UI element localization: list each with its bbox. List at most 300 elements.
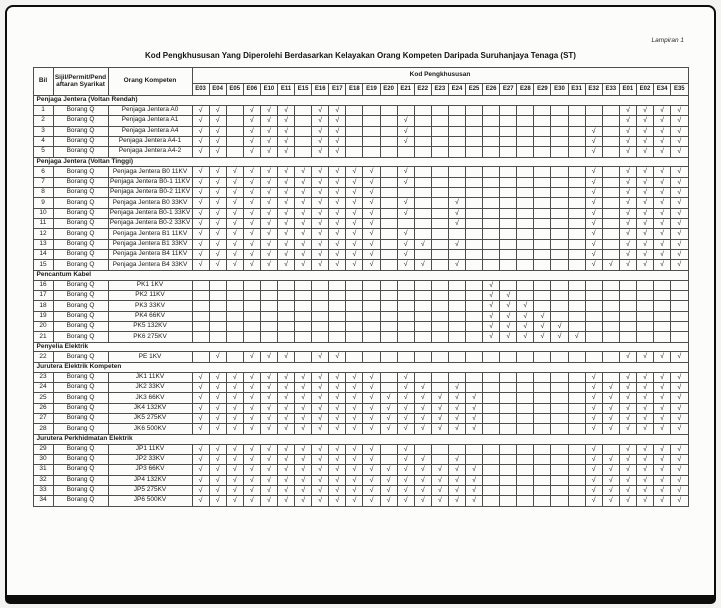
empty-cell-E22 (414, 352, 431, 362)
empty-cell-E28 (517, 424, 534, 434)
empty-cell-E25 (466, 147, 483, 157)
check-cell-E18: √ (346, 496, 363, 506)
check-cell-E03: √ (192, 167, 209, 177)
check-cell-E06: √ (243, 372, 260, 382)
empty-cell-E28 (517, 208, 534, 218)
sijil-cell: Borang Q (53, 147, 108, 157)
empty-cell-E28 (517, 290, 534, 300)
check-cell-E03: √ (192, 188, 209, 198)
empty-cell-E28 (517, 188, 534, 198)
check-cell-E02: √ (636, 250, 653, 260)
check-cell-E04: √ (209, 116, 226, 126)
empty-cell-E02 (636, 332, 653, 342)
check-cell-E02: √ (636, 136, 653, 146)
empty-cell-E30 (551, 167, 568, 177)
empty-cell-E18 (346, 280, 363, 290)
empty-cell-E01 (619, 321, 636, 331)
empty-cell-E02 (636, 321, 653, 331)
check-cell-E35: √ (671, 444, 688, 454)
orang-kompeten-cell: JK5 275KV (108, 414, 192, 424)
check-cell-E24: √ (448, 219, 465, 229)
empty-cell-E29 (534, 198, 551, 208)
empty-cell-E30 (551, 311, 568, 321)
code-header-E05: E05 (226, 83, 243, 95)
check-cell-E17: √ (329, 177, 346, 187)
empty-cell-E30 (551, 116, 568, 126)
bil-cell: 17 (33, 290, 53, 300)
empty-cell-E31 (568, 126, 585, 136)
check-cell-E10: √ (260, 116, 277, 126)
check-cell-E15: √ (295, 239, 312, 249)
check-cell-E35: √ (671, 208, 688, 218)
empty-cell-E23 (431, 332, 448, 342)
empty-cell-E31 (568, 260, 585, 270)
empty-cell-E32 (585, 332, 602, 342)
check-cell-E02: √ (636, 126, 653, 136)
empty-cell-E33 (602, 280, 619, 290)
empty-cell-E33 (602, 372, 619, 382)
table-row (33, 105, 688, 115)
empty-cell-E30 (551, 229, 568, 239)
check-cell-E18: √ (346, 393, 363, 403)
check-cell-E01: √ (619, 382, 636, 392)
bil-cell: 34 (33, 496, 53, 506)
empty-cell-E29 (534, 116, 551, 126)
check-cell-E02: √ (636, 465, 653, 475)
check-cell-E10: √ (260, 177, 277, 187)
check-cell-E16: √ (312, 229, 329, 239)
check-cell-E16: √ (312, 372, 329, 382)
empty-cell-E35 (671, 332, 688, 342)
check-cell-E10: √ (260, 414, 277, 424)
bil-cell: 29 (33, 444, 53, 454)
empty-cell-E05 (226, 105, 243, 115)
empty-cell-E34 (654, 332, 671, 342)
orang-kompeten-cell: PK6 275KV (108, 332, 192, 342)
check-cell-E17: √ (329, 372, 346, 382)
check-cell-E21: √ (397, 454, 414, 464)
check-cell-E17: √ (329, 208, 346, 218)
empty-cell-E33 (602, 332, 619, 342)
check-cell-E32: √ (585, 219, 602, 229)
empty-cell-E31 (568, 475, 585, 485)
orang-kompeten-cell: Penjaga Jentera B0-1 11KV (108, 177, 192, 187)
empty-cell-E05 (226, 290, 243, 300)
empty-cell-E29 (534, 280, 551, 290)
check-cell-E19: √ (363, 414, 380, 424)
check-cell-E06: √ (243, 229, 260, 239)
table-row (33, 444, 688, 454)
check-cell-E34: √ (654, 475, 671, 485)
check-cell-E29: √ (534, 321, 551, 331)
empty-cell-E18 (346, 105, 363, 115)
check-cell-E11: √ (277, 188, 294, 198)
table-row (33, 403, 688, 413)
empty-cell-E27 (500, 219, 517, 229)
empty-cell-E11 (277, 321, 294, 331)
empty-cell-E27 (500, 414, 517, 424)
check-cell-E35: √ (671, 424, 688, 434)
sijil-cell: Borang Q (53, 485, 108, 495)
check-cell-E05: √ (226, 424, 243, 434)
check-cell-E21: √ (397, 239, 414, 249)
empty-cell-E20 (380, 105, 397, 115)
empty-cell-E16 (312, 311, 329, 321)
check-cell-E03: √ (192, 496, 209, 506)
check-cell-E17: √ (329, 465, 346, 475)
check-cell-E04: √ (209, 393, 226, 403)
check-cell-E34: √ (654, 219, 671, 229)
empty-cell-E31 (568, 444, 585, 454)
empty-cell-E29 (534, 105, 551, 115)
check-cell-E06: √ (243, 136, 260, 146)
empty-cell-E28 (517, 229, 534, 239)
empty-cell-E15 (295, 147, 312, 157)
empty-cell-E31 (568, 136, 585, 146)
empty-cell-E24 (448, 444, 465, 454)
empty-cell-E32 (585, 116, 602, 126)
empty-cell-E32 (585, 290, 602, 300)
check-cell-E04: √ (209, 147, 226, 157)
check-cell-E01: √ (619, 444, 636, 454)
orang-kompeten-cell: PK4 66KV (108, 311, 192, 321)
check-cell-E04: √ (209, 126, 226, 136)
empty-cell-E24 (448, 332, 465, 342)
check-cell-E06: √ (243, 485, 260, 495)
check-cell-E04: √ (209, 188, 226, 198)
check-cell-E06: √ (243, 382, 260, 392)
empty-cell-E01 (619, 280, 636, 290)
check-cell-E18: √ (346, 229, 363, 239)
empty-cell-E05 (226, 126, 243, 136)
check-cell-E03: √ (192, 239, 209, 249)
empty-cell-E21 (397, 147, 414, 157)
empty-cell-E19 (363, 301, 380, 311)
check-cell-E17: √ (329, 485, 346, 495)
empty-cell-E04 (209, 280, 226, 290)
check-cell-E06: √ (243, 177, 260, 187)
code-header-E25: E25 (466, 83, 483, 95)
empty-cell-E25 (466, 311, 483, 321)
orang-kompeten-cell: Penjaga Jentera B0-1 33KV (108, 208, 192, 218)
check-cell-E16: √ (312, 198, 329, 208)
check-cell-E24: √ (448, 496, 465, 506)
check-cell-E06: √ (243, 250, 260, 260)
section-row (33, 270, 688, 280)
check-cell-E04: √ (209, 465, 226, 475)
check-cell-E10: √ (260, 219, 277, 229)
check-cell-E21: √ (397, 496, 414, 506)
check-cell-E24: √ (448, 465, 465, 475)
empty-cell-E30 (551, 188, 568, 198)
empty-cell-E20 (380, 239, 397, 249)
code-header-E29: E29 (534, 83, 551, 95)
orang-kompeten-cell: JP5 275KV (108, 485, 192, 495)
check-cell-E23: √ (431, 393, 448, 403)
empty-cell-E21 (397, 301, 414, 311)
check-cell-E06: √ (243, 167, 260, 177)
check-cell-E21: √ (397, 403, 414, 413)
orang-kompeten-cell: Penjaga Jentera A4 (108, 126, 192, 136)
check-cell-E16: √ (312, 116, 329, 126)
empty-cell-E23 (431, 250, 448, 260)
check-cell-E16: √ (312, 424, 329, 434)
check-cell-E01: √ (619, 424, 636, 434)
empty-cell-E18 (346, 147, 363, 157)
empty-cell-E27 (500, 403, 517, 413)
sijil-cell: Borang Q (53, 311, 108, 321)
check-cell-E15: √ (295, 188, 312, 198)
empty-cell-E19 (363, 116, 380, 126)
empty-cell-E22 (414, 311, 431, 321)
check-cell-E18: √ (346, 260, 363, 270)
empty-cell-E22 (414, 332, 431, 342)
empty-cell-E29 (534, 485, 551, 495)
check-cell-E35: √ (671, 126, 688, 136)
check-cell-E04: √ (209, 250, 226, 260)
check-cell-E16: √ (312, 352, 329, 362)
check-cell-E26: √ (483, 321, 500, 331)
check-cell-E32: √ (585, 147, 602, 157)
empty-cell-E23 (431, 454, 448, 464)
empty-cell-E20 (380, 301, 397, 311)
check-cell-E19: √ (363, 219, 380, 229)
empty-cell-E25 (466, 136, 483, 146)
empty-cell-E30 (551, 414, 568, 424)
empty-cell-E01 (619, 301, 636, 311)
check-cell-E34: √ (654, 382, 671, 392)
check-cell-E29: √ (534, 311, 551, 321)
empty-cell-E25 (466, 260, 483, 270)
code-header-E06: E06 (243, 83, 260, 95)
empty-cell-E10 (260, 321, 277, 331)
check-cell-E32: √ (585, 382, 602, 392)
sijil-cell: Borang Q (53, 301, 108, 311)
empty-cell-E20 (380, 372, 397, 382)
empty-cell-E26 (483, 229, 500, 239)
code-header-E34: E34 (654, 83, 671, 95)
empty-cell-E16 (312, 290, 329, 300)
empty-cell-E16 (312, 332, 329, 342)
check-cell-E20: √ (380, 496, 397, 506)
orang-kompeten-cell: JK3 66KV (108, 393, 192, 403)
empty-cell-E26 (483, 424, 500, 434)
sijil-cell: Borang Q (53, 280, 108, 290)
empty-cell-E24 (448, 372, 465, 382)
empty-cell-E26 (483, 403, 500, 413)
check-cell-E04: √ (209, 208, 226, 218)
table-row (33, 280, 688, 290)
check-cell-E34: √ (654, 465, 671, 475)
empty-cell-E27 (500, 475, 517, 485)
empty-cell-E31 (568, 414, 585, 424)
check-cell-E19: √ (363, 167, 380, 177)
check-cell-E23: √ (431, 424, 448, 434)
empty-cell-E15 (295, 332, 312, 342)
check-cell-E20: √ (380, 465, 397, 475)
check-cell-E32: √ (585, 372, 602, 382)
empty-cell-E31 (568, 485, 585, 495)
sijil-cell: Borang Q (53, 177, 108, 187)
check-cell-E05: √ (226, 393, 243, 403)
kod-pengkhususan-group-header: Kod Pengkhususan (192, 68, 688, 84)
empty-cell-E24 (448, 290, 465, 300)
check-cell-E17: √ (329, 414, 346, 424)
check-cell-E33: √ (602, 382, 619, 392)
check-cell-E19: √ (363, 208, 380, 218)
empty-cell-E25 (466, 454, 483, 464)
check-cell-E02: √ (636, 188, 653, 198)
empty-cell-E23 (431, 126, 448, 136)
empty-cell-E18 (346, 332, 363, 342)
empty-cell-E28 (517, 136, 534, 146)
empty-cell-E25 (466, 372, 483, 382)
table-row (33, 147, 688, 157)
empty-cell-E26 (483, 126, 500, 136)
check-cell-E19: √ (363, 188, 380, 198)
empty-cell-E29 (534, 475, 551, 485)
empty-cell-E23 (431, 352, 448, 362)
check-cell-E16: √ (312, 239, 329, 249)
empty-cell-E23 (431, 229, 448, 239)
check-cell-E25: √ (466, 414, 483, 424)
check-cell-E06: √ (243, 239, 260, 249)
empty-cell-E26 (483, 444, 500, 454)
empty-cell-E27 (500, 424, 517, 434)
empty-cell-E05 (226, 311, 243, 321)
check-cell-E03: √ (192, 116, 209, 126)
check-cell-E01: √ (619, 116, 636, 126)
orang-kompeten-cell: JK2 33KV (108, 382, 192, 392)
check-cell-E33: √ (602, 424, 619, 434)
empty-cell-E03 (192, 352, 209, 362)
check-cell-E15: √ (295, 250, 312, 260)
orang-kompeten-cell: Penjaga Jentera B0 33KV (108, 198, 192, 208)
empty-cell-E31 (568, 239, 585, 249)
empty-cell-E21 (397, 311, 414, 321)
empty-cell-E25 (466, 116, 483, 126)
check-cell-E24: √ (448, 414, 465, 424)
empty-cell-E33 (602, 177, 619, 187)
check-cell-E35: √ (671, 496, 688, 506)
check-cell-E02: √ (636, 403, 653, 413)
check-cell-E26: √ (483, 280, 500, 290)
check-cell-E18: √ (346, 250, 363, 260)
table-row (33, 136, 688, 146)
check-cell-E27: √ (500, 311, 517, 321)
empty-cell-E02 (636, 290, 653, 300)
check-cell-E06: √ (243, 116, 260, 126)
check-cell-E05: √ (226, 372, 243, 382)
check-cell-E11: √ (277, 260, 294, 270)
check-cell-E11: √ (277, 229, 294, 239)
empty-cell-E32 (585, 301, 602, 311)
empty-cell-E29 (534, 208, 551, 218)
sijil-cell: Borang Q (53, 116, 108, 126)
check-cell-E16: √ (312, 177, 329, 187)
empty-cell-E27 (500, 147, 517, 157)
sijil-cell: Borang Q (53, 229, 108, 239)
empty-cell-E28 (517, 372, 534, 382)
check-cell-E35: √ (671, 116, 688, 126)
section-row (33, 157, 688, 167)
check-cell-E17: √ (329, 147, 346, 157)
check-cell-E32: √ (585, 239, 602, 249)
check-cell-E16: √ (312, 219, 329, 229)
check-cell-E16: √ (312, 136, 329, 146)
sijil-cell: Borang Q (53, 382, 108, 392)
check-cell-E01: √ (619, 147, 636, 157)
empty-cell-E06 (243, 280, 260, 290)
check-cell-E05: √ (226, 475, 243, 485)
empty-cell-E19 (363, 290, 380, 300)
check-cell-E22: √ (414, 403, 431, 413)
check-cell-E21: √ (397, 136, 414, 146)
table-row (33, 414, 688, 424)
check-cell-E16: √ (312, 260, 329, 270)
check-cell-E01: √ (619, 239, 636, 249)
empty-cell-E26 (483, 198, 500, 208)
check-cell-E34: √ (654, 177, 671, 187)
check-cell-E06: √ (243, 424, 260, 434)
empty-cell-E27 (500, 188, 517, 198)
empty-cell-E27 (500, 352, 517, 362)
check-cell-E11: √ (277, 147, 294, 157)
check-cell-E15: √ (295, 167, 312, 177)
empty-cell-E30 (551, 136, 568, 146)
table-row (33, 301, 688, 311)
empty-cell-E30 (551, 147, 568, 157)
check-cell-E01: √ (619, 372, 636, 382)
section-title: Penyelia Elektrik (33, 342, 688, 352)
empty-cell-E30 (551, 403, 568, 413)
check-cell-E25: √ (466, 393, 483, 403)
empty-cell-E27 (500, 465, 517, 475)
check-cell-E25: √ (466, 403, 483, 413)
check-cell-E17: √ (329, 136, 346, 146)
check-cell-E24: √ (448, 424, 465, 434)
check-cell-E19: √ (363, 260, 380, 270)
empty-cell-E11 (277, 290, 294, 300)
empty-cell-E17 (329, 311, 346, 321)
empty-cell-E26 (483, 454, 500, 464)
check-cell-E16: √ (312, 126, 329, 136)
empty-cell-E29 (534, 352, 551, 362)
check-cell-E04: √ (209, 229, 226, 239)
empty-cell-E28 (517, 352, 534, 362)
check-cell-E15: √ (295, 485, 312, 495)
empty-cell-E19 (363, 126, 380, 136)
bil-cell: 19 (33, 311, 53, 321)
empty-cell-E25 (466, 290, 483, 300)
empty-cell-E05 (226, 332, 243, 342)
check-cell-E10: √ (260, 424, 277, 434)
sijil-cell: Borang Q (53, 352, 108, 362)
check-cell-E17: √ (329, 219, 346, 229)
empty-cell-E29 (534, 372, 551, 382)
empty-cell-E34 (654, 280, 671, 290)
orang-kompeten-cell: PE 1KV (108, 352, 192, 362)
empty-cell-E21 (397, 188, 414, 198)
empty-cell-E25 (466, 126, 483, 136)
empty-cell-E22 (414, 198, 431, 208)
check-cell-E35: √ (671, 465, 688, 475)
empty-cell-E29 (534, 219, 551, 229)
empty-cell-E27 (500, 167, 517, 177)
table-row (33, 260, 688, 270)
check-cell-E02: √ (636, 444, 653, 454)
check-cell-E19: √ (363, 485, 380, 495)
